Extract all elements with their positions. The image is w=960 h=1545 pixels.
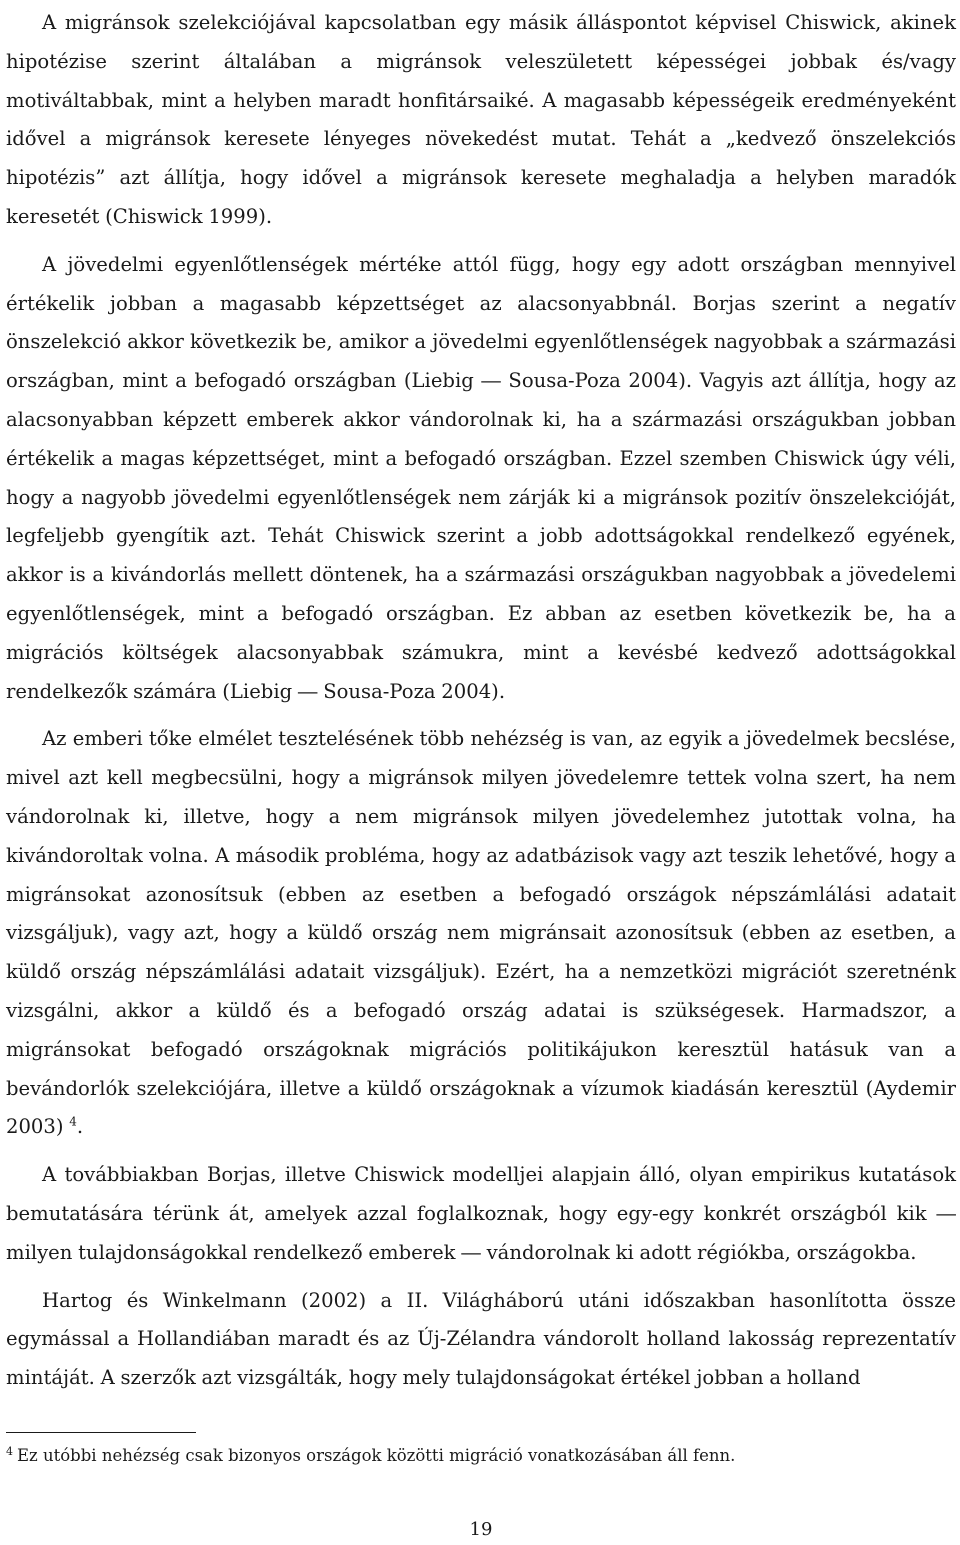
footnote-divider (6, 1432, 196, 1433)
footnote-text: Ez utóbbi nehézség csak bizonyos országok közötti migráció vonatkozásában áll fenn. (17, 1446, 736, 1465)
paragraph-1: A migránsok szelekciójával kapcsolatban egy másik álláspontot képvisel Chiswick, akinek hipotézise szerint általában a migránsok veleszületett képességei jobbak és/vagy motiváltabbak, mint a helyben maradt honfitársaiké. A magasabb képességeik eredményeként idővel a migránsok keresete lényeges növekedést mutat. Tehát a „kedvező önszelekciós hipotézis” azt állítja, hogy idővel a migránsok keresete meghaladja a helyben maradók keresetét (Chiswick 1999). (6, 11, 956, 228)
paragraph-5: Hartog és Winkelmann (2002) a II. Világháború utáni időszakban hasonlította össze egymással a Hollandiában maradt és az Új-Zélandra vándorolt holland lakosság reprezentatív mintáját. A szerzők azt vizsgálták, hogy mely tulajdonságokat értékel jobban a holland (6, 1288, 956, 1390)
paragraph-3-tail: . (76, 1115, 84, 1139)
document-page (6, 0, 956, 1540)
paragraph-3-text: Az emberi tőke elmélet tesztelésének több nehézség is van, az egyik a jövedelmek becslése, mivel azt kell megbecsülni, hogy a migránsok milyen jövedelemre tettek volna szert, ha nem vándorolnak ki, illetve, hogy a nem migránsok milyen jövedelemhez jutottak volna, ha kivándoroltak volna. A második probléma, hogy az adatbázisok vagy azt teszik lehetővé, hogy a migránsokat azonosítsuk (ebben az esetben a befogadó országok népszámlálási adatait vizsgáljuk), vagy azt, hogy a küldő ország nem migránsait azonosítsuk (ebben az esetben, a küldő ország népszámlálási adatait vizsgáljuk). Ezért, ha a nemzetközi migrációt szeretnénk vizsgálni, akkor a küldő és a befogadó ország adatai is szükségesek. Harmadszor, a migránsokat befogadó országoknak migrációs politikájukon keresztül hatásuk van a bevándorlók szelekciójára, illetve a küldő országoknak a vízumok kiadásán keresztül (Aydemir 2003) (6, 727, 956, 1139)
footnote-reference[interactable]: 4 (69, 1114, 77, 1129)
paragraph-4: A továbbiakban Borjas, illetve Chiswick modelljei alapjain álló, olyan empirikus kutatások bemutatására térünk át, amelyek azzal foglalkoznak, hogy egy-egy konkrét országból kik ― milyen tulajdonságokkal rendelkező emberek ― vándorolnak ki adott régiókba, országokba. (6, 1163, 956, 1264)
page-number: 19 (469, 1519, 493, 1540)
paragraph-3 (6, 720, 956, 1147)
footnote (6, 1444, 956, 1468)
paragraph-2: A jövedelmi egyenlőtlenségek mértéke attól függ, hogy egy adott országban mennyivel értékelik jobban a magasabb képzettséget az alacsonyabbnál. Borjas szerint a negatív önszelekció akkor következik be, amikor a jövedelmi egyenlőtlenségek nagyobbak a származási országban, mint a befogadó országban (Liebig ― Sousa-Poza 2004). Vagyis azt állítja, hogy az alacsonyabban képzett emberek akkor vándorolnak ki, ha a származási országukban jobban értékelik a magas képzettséget, mint a befogadó országban. Ezzel szemben Chiswick úgy véli, hogy a nagyobb jövedelmi egyenlőtlenségek nem zárják ki a migránsok pozitív önszelekcióját, legfeljebb gyengítik azt. Tehát Chiswick szerint a jobb adottságokkal rendelkező egyének, akkor is a kivándorlás mellett döntenek, ha a származási országukban nagyobbak a jövedelemi egyenlőtlenségek, mint a befogadó országban. Ez abban az esetben következik be, ha a migrációs költségek alacsonyabbak számukra, mint a kevésbé kedvező adottságokkal rendelkezők számára (Liebig ― Sousa-Poza 2004). (6, 252, 956, 703)
footnote-number: 4 (6, 1444, 13, 1458)
body-text (6, 0, 956, 1398)
